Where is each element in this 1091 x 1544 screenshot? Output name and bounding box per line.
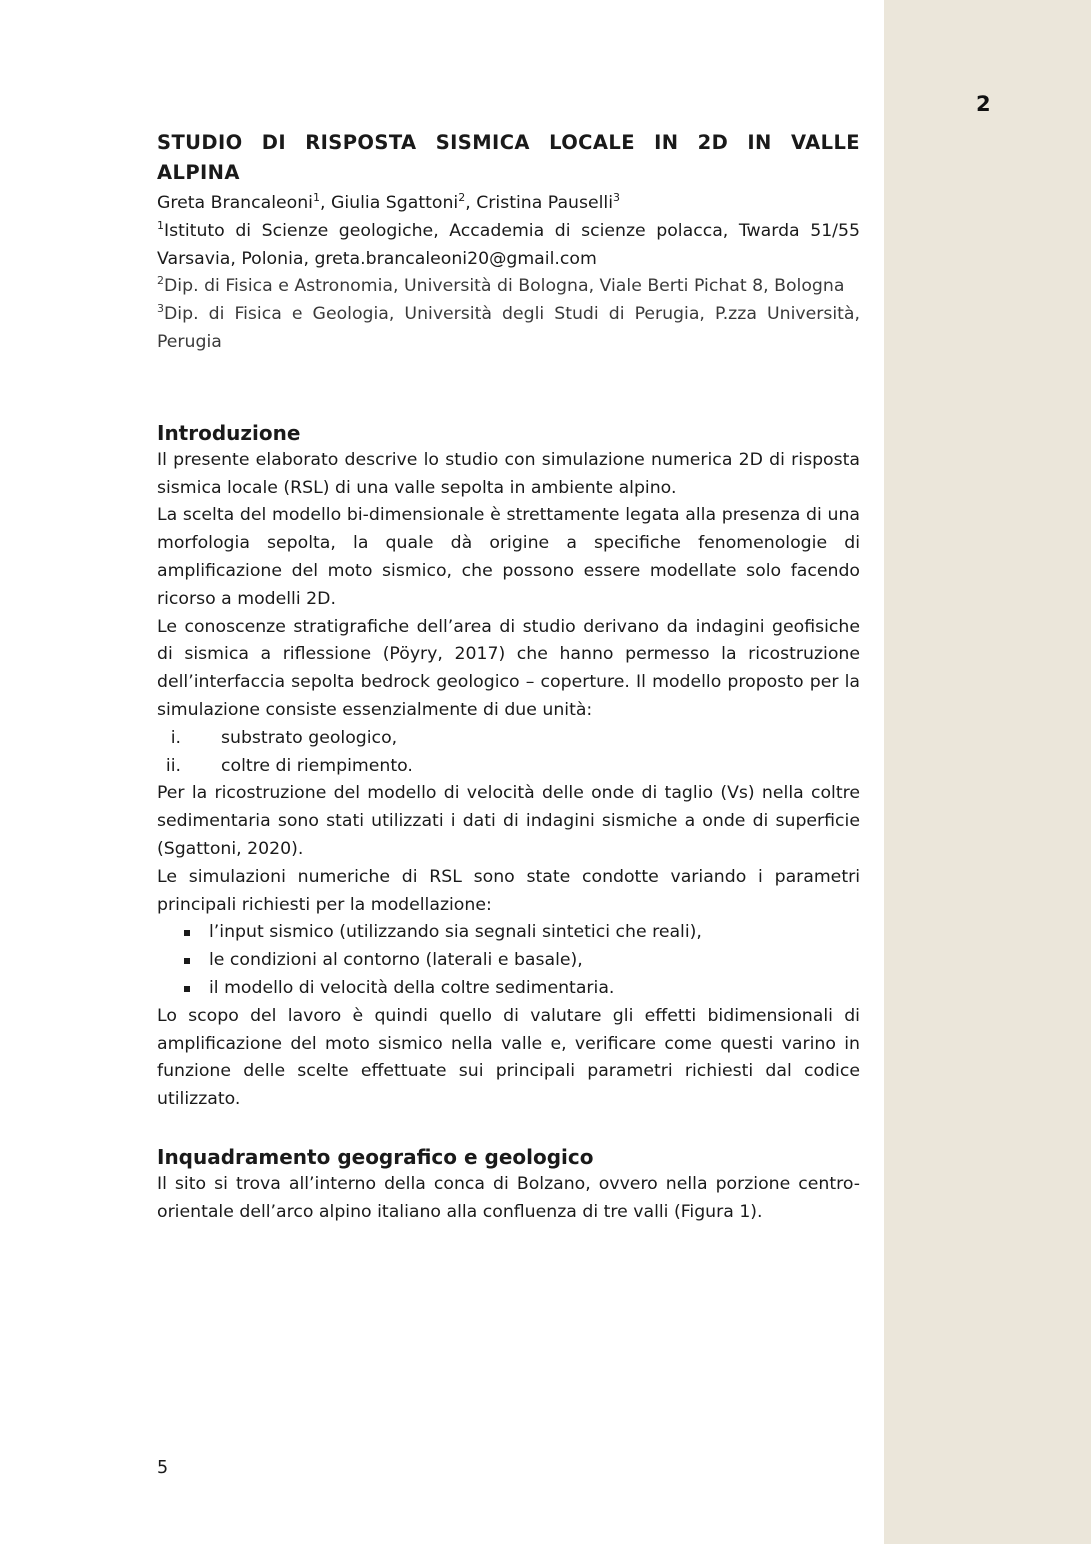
paragraph: Per la ricostruzione del modello di velocità delle onde di taglio (Vs) nella coltre sedimentaria sono stati utilizzati i dati di indagini sismiche a onde di superficie (Sgattoni, 2020). — [157, 783, 860, 859]
affiliation-sup: 2 — [157, 274, 164, 288]
paragraph: Le conoscenze stratigrafiche dell’area di studio derivano da indagini geofisiche di sismica a riflessione (Pöyry, 2017) che hanno permesso la ricostruzione dell’interfaccia sepolta bedrock geologico – coperture. Il modello proposto per la simulazione consiste essenzialmente di due unità: — [157, 616, 860, 720]
author-name: Greta Brancaleoni — [157, 193, 313, 213]
author-sup: 3 — [613, 191, 621, 204]
paragraph: Le simulazioni numeriche di RSL sono state condotte variando i parametri principali richiesti per la modellazione: — [157, 866, 860, 915]
square-bullet-icon — [184, 986, 190, 992]
affiliation-2 — [157, 273, 860, 301]
units-list — [157, 725, 860, 781]
parameters-list — [157, 919, 860, 1002]
list-item-text: l’input sismico (utilizzando sia segnali sintetici che reali), — [209, 922, 702, 943]
page-number: 5 — [157, 1458, 169, 1478]
list-item — [157, 919, 860, 947]
affiliation-1 — [157, 218, 860, 274]
section-heading-inquadramento: Inquadramento geografico e geologico — [157, 1144, 594, 1169]
author-name: Giulia Sgattoni — [330, 193, 459, 213]
side-band — [884, 0, 1091, 1544]
affiliation-text: Istituto di Scienze geologiche, Accademia di scienze polacca, Twarda 51/55 Varsavia, Polonia, greta.brancaleoni20@gmail.com — [157, 220, 860, 269]
list-item-text: le condizioni al contorno (laterali e basale), — [209, 950, 583, 971]
list-item-text: il modello di velocità della coltre sedimentaria. — [209, 977, 615, 998]
list-item — [157, 725, 860, 753]
list-item — [157, 947, 860, 975]
affiliation-sup: 1 — [157, 218, 164, 232]
chapter-number: 2 — [976, 92, 991, 116]
paragraph: Lo scopo del lavoro è quindi quello di valutare gli effetti bidimensionali di amplificazione del moto sismico nella valle e, verificare come questi varino in funzione delle scelte effettuate sui principali parametri richiesti dal codice utilizzato. — [157, 1005, 860, 1110]
affiliation-text: Dip. di Fisica e Geologia, Università degli Studi di Perugia, P.zza Università, Perugia — [157, 304, 860, 352]
article-title-line2: ALPINA — [157, 161, 240, 184]
list-item-number: ii. — [165, 755, 181, 776]
author-name: Cristina Pauselli — [476, 193, 614, 213]
author-separator: , — [465, 193, 477, 213]
affiliation-3 — [157, 301, 860, 357]
paragraph: La scelta del modello bi-dimensionale è strettamente legata alla presenza di una morfologia sepolta, la quale dà origine a specifiche fenomenologie di amplificazione del moto sismico, che possono essere modellate solo facendo ricorso a modelli 2D. — [157, 505, 860, 609]
list-item-text: coltre di riempimento. — [221, 755, 413, 776]
square-bullet-icon — [184, 930, 190, 936]
list-item — [157, 753, 860, 781]
affiliation-sup: 3 — [157, 302, 164, 316]
square-bullet-icon — [184, 958, 190, 964]
paragraph: Il presente elaborato descrive lo studio con simulazione numerica 2D di risposta sismica locale (RSL) di una valle sepolta in ambiente alpino. — [157, 449, 860, 498]
article-title-line1: STUDIO DI RISPOSTA SISMICA LOCALE IN 2D IN VALLE — [157, 131, 860, 154]
list-item — [157, 975, 860, 1003]
article-title — [157, 128, 860, 188]
paragraph: Il sito si trova all’interno della conca di Bolzano, ovvero nella porzione centro-orientale dell’arco alpino italiano alla confluenza di tre valli (Figura 1). — [157, 1173, 860, 1222]
affiliation-text: Dip. di Fisica e Astronomia, Università di Bologna, Viale Berti Pichat 8, Bologna — [164, 276, 845, 297]
section-heading-introduzione: Introduzione — [157, 420, 301, 445]
article-body — [157, 128, 860, 1227]
author-separator: , — [319, 193, 331, 213]
list-item-number: i. — [170, 727, 181, 748]
author-sup: 1 — [312, 191, 320, 204]
list-item-text: substrato geologico, — [221, 727, 398, 748]
authors-line — [157, 190, 860, 218]
author-sup: 2 — [458, 191, 466, 204]
